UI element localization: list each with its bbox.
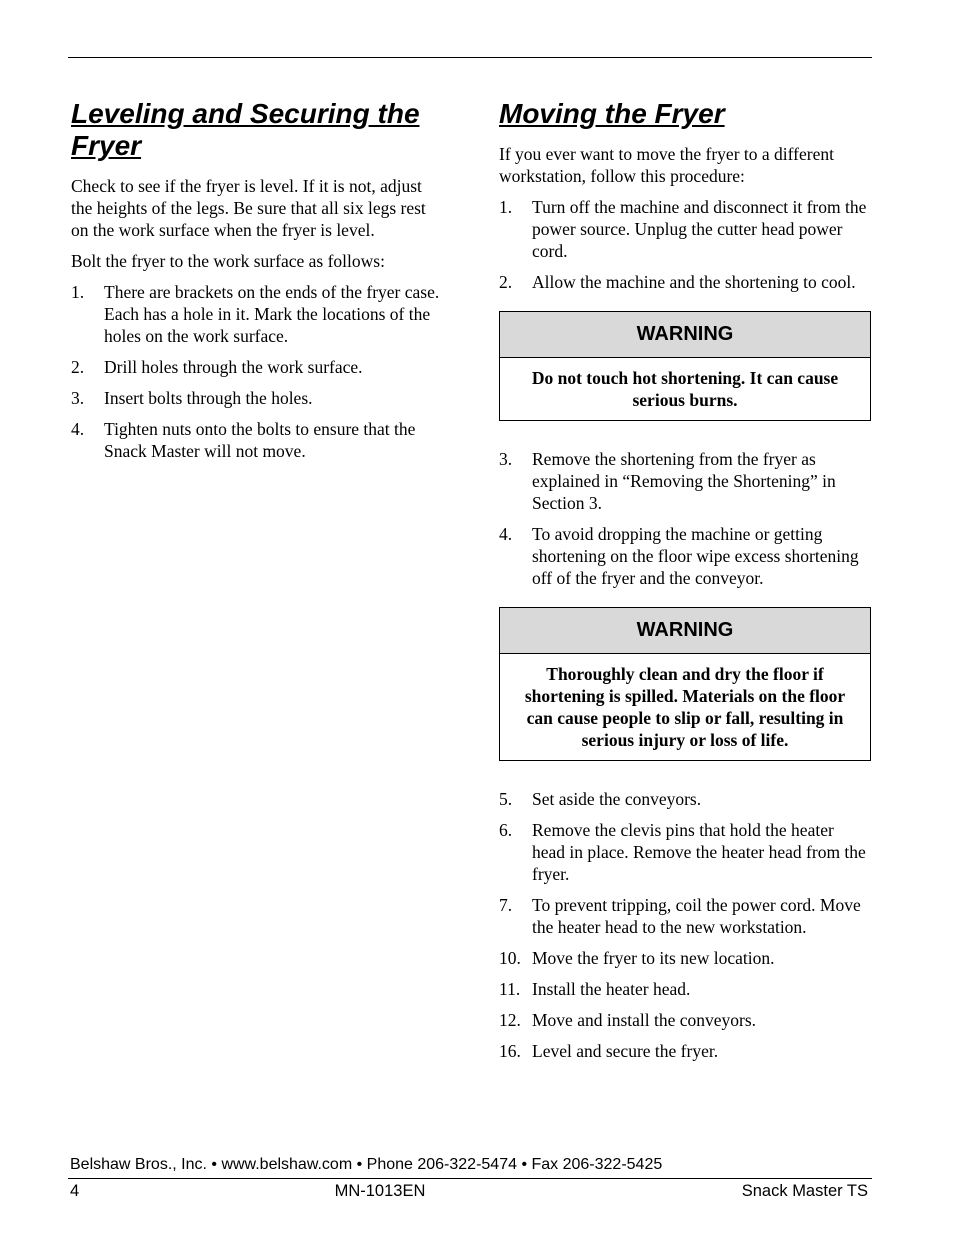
step-number: 7. <box>499 895 513 915</box>
list-item <box>499 788 871 810</box>
step-number: 5. <box>499 789 513 809</box>
product-name: Snack Master TS <box>741 1182 868 1200</box>
list-item <box>71 356 443 378</box>
right-column <box>499 98 871 1071</box>
list-item <box>71 418 443 462</box>
step-number: 1. <box>71 282 85 302</box>
step-text: Move and install the conveyors. <box>532 1010 757 1030</box>
leveling-paragraph-2: Bolt the fryer to the work surface as follows: <box>71 251 385 271</box>
step-text: Install the heater head. <box>532 979 691 999</box>
bottom-rule <box>68 1178 872 1179</box>
list-item <box>499 1040 871 1062</box>
warning-box-floor <box>499 607 871 761</box>
step-number: 4. <box>499 524 513 544</box>
list-item <box>71 281 443 347</box>
step-number: 2. <box>499 272 513 292</box>
moving-steps-list-c <box>499 788 871 1062</box>
list-item <box>499 819 871 885</box>
step-text: Move the fryer to its new location. <box>532 948 775 968</box>
step-number: 2. <box>71 357 85 377</box>
step-text: Set aside the conveyors. <box>532 789 702 809</box>
list-item <box>499 271 871 293</box>
page-number: 4 <box>70 1182 80 1200</box>
moving-intro: If you ever want to move the fryer to a different workstation, follow this procedure: <box>499 144 834 186</box>
step-text: There are brackets on the ends of the fryer case. Each has a hole in it. Mark the locations of the holes on the work surface. <box>104 282 440 346</box>
step-text: Insert bolts through the holes. <box>104 388 313 408</box>
top-rule <box>68 57 872 58</box>
moving-steps-list-a <box>499 196 871 293</box>
step-number: 3. <box>499 449 513 469</box>
step-number: 1. <box>499 197 513 217</box>
step-text: Tighten nuts onto the bolts to ensure that the Snack Master will not move. <box>104 419 416 461</box>
list-item <box>499 978 871 1000</box>
step-text: To prevent tripping, coil the power cord. Move the heater head to the new workstation. <box>532 895 861 937</box>
footer-company-line: Belshaw Bros., Inc. • www.belshaw.com • Phone 206-322-5474 • Fax 206-322-5425 <box>70 1156 663 1173</box>
step-number: 12. <box>499 1010 521 1030</box>
step-text: Level and secure the fryer. <box>532 1041 719 1061</box>
moving-steps-list-b <box>499 448 871 589</box>
list-item <box>499 448 871 514</box>
list-item <box>499 523 871 589</box>
warning-title: WARNING <box>500 608 870 654</box>
leveling-steps-list <box>71 281 443 462</box>
step-text: Drill holes through the work surface. <box>104 357 363 377</box>
warning-box-burns <box>499 311 871 421</box>
moving-heading: Moving the Fryer <box>499 98 725 129</box>
warning-text: Thoroughly clean and dry the floor if shortening is spilled. Materials on the floor can cause people to slip or fall, resulting in serious injury or loss of life. <box>524 664 846 750</box>
list-item <box>499 947 871 969</box>
list-item <box>71 387 443 409</box>
step-text: Remove the shortening from the fryer as explained in “Removing the Shortening” in Section 3. <box>532 449 836 513</box>
step-text: Turn off the machine and disconnect it from the power source. Unplug the cutter head power cord. <box>532 197 867 261</box>
leveling-paragraph-1: Check to see if the fryer is level. If it is not, adjust the heights of the legs. Be sure that all six legs rest on the work surface when the fryer is level. <box>71 176 426 240</box>
step-number: 16. <box>499 1041 521 1061</box>
list-item <box>499 196 871 262</box>
left-column <box>71 98 443 471</box>
step-number: 6. <box>499 820 513 840</box>
doc-number: MN-1013EN <box>334 1182 426 1200</box>
list-item <box>499 1009 871 1031</box>
step-number: 3. <box>71 388 85 408</box>
step-text: To avoid dropping the machine or getting shortening on the floor wipe excess shortening off of the fryer and the conveyor. <box>532 524 859 588</box>
list-item <box>499 894 871 938</box>
warning-title: WARNING <box>500 312 870 358</box>
step-text: Allow the machine and the shortening to cool. <box>532 272 856 292</box>
step-number: 4. <box>71 419 85 439</box>
step-number: 10. <box>499 948 521 968</box>
leveling-heading: Leveling and Securing the Fryer <box>71 98 420 161</box>
step-text: Remove the clevis pins that hold the heater head in place. Remove the heater head from the fryer. <box>532 820 866 884</box>
warning-text: Do not touch hot shortening. It can cause serious burns. <box>531 368 839 410</box>
step-number: 11. <box>499 979 521 999</box>
